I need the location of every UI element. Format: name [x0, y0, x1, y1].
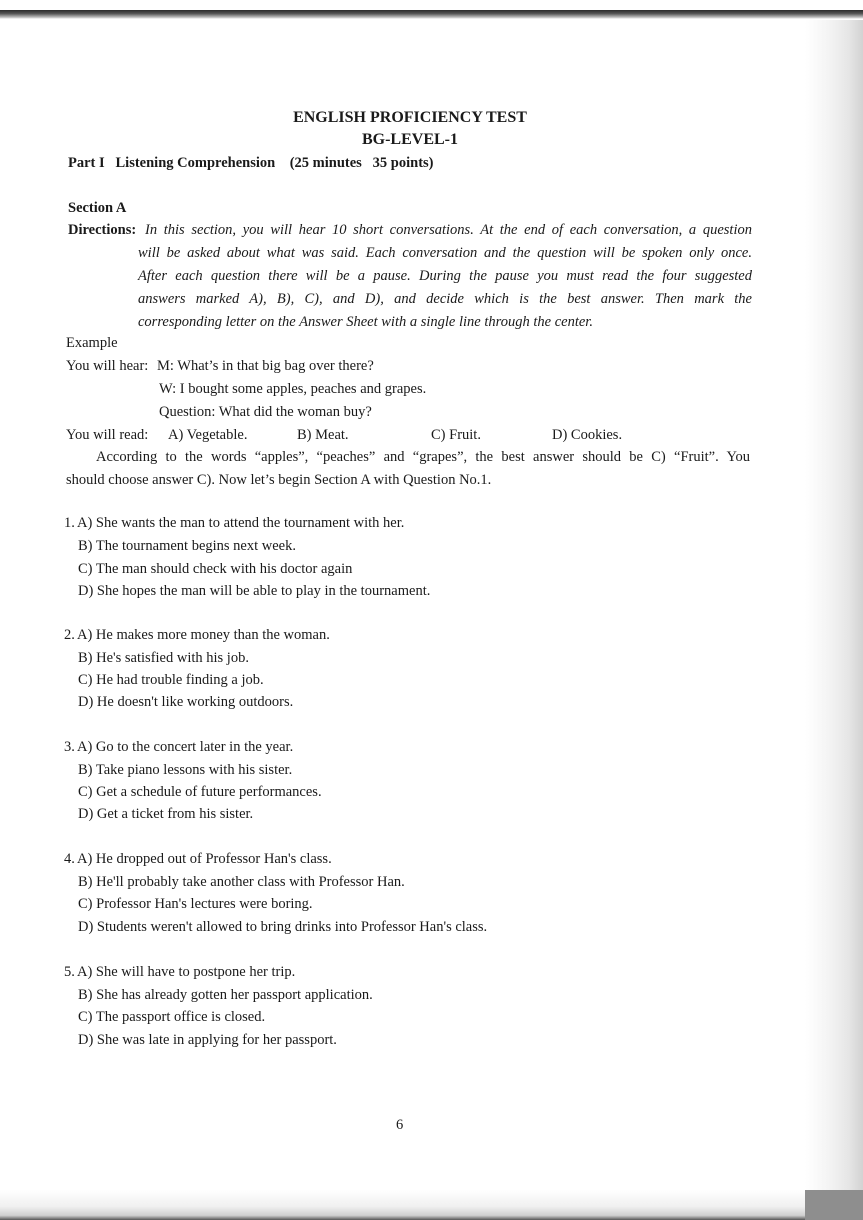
directions-label: Directions: — [68, 222, 137, 238]
question-4-option-c: C) Professor Han's lectures were boring. — [78, 896, 313, 912]
question-5-option-c: C) The passport office is closed. — [78, 1009, 266, 1025]
question-3-option-b: B) Take piano lessons with his sister. — [78, 762, 293, 778]
example-hear-w: W: I bought some apples, peaches and grapes. — [159, 381, 427, 397]
question-1-option-a: A) She wants the man to attend the tournament with her. — [77, 515, 405, 531]
question-3-option-a: A) Go to the concert later in the year. — [77, 739, 294, 755]
question-1-option-b: B) The tournament begins next week. — [78, 538, 296, 554]
part-info: (25 minutes 35 points) — [289, 155, 434, 171]
question-4-option-a: A) He dropped out of Professor Han's class. — [77, 851, 332, 867]
question-2-option-a: A) He makes more money than the woman. — [77, 627, 330, 643]
question-number: 4. — [64, 851, 75, 867]
example-hear-label: You will hear: — [66, 358, 149, 374]
question-number: 2. — [64, 627, 75, 643]
question-1-option-c: C) The man should check with his doctor again — [78, 561, 353, 577]
example-label: Example — [66, 335, 118, 351]
example-option-b: B) Meat. — [297, 427, 349, 443]
section-title: Section A — [68, 200, 127, 216]
question-number: 5. — [64, 964, 75, 980]
part-heading — [68, 155, 434, 172]
page-number: 6 — [396, 1117, 404, 1133]
directions-line-1: In this section, you will hear 10 short conversations. At the end of each conversation, a question — [145, 222, 752, 238]
question-4-option-d: D) Students weren't allowed to bring drinks into Professor Han's class. — [78, 919, 488, 935]
test-level: BG-LEVEL-1 — [361, 131, 458, 148]
part-label: Part I — [68, 155, 105, 171]
directions-line-3: After each question there will be a pause. During the pause you must read the four suggested — [138, 268, 752, 284]
question-5-option-a: A) She will have to postpone her trip. — [77, 964, 296, 980]
question-2-option-c: C) He had trouble finding a job. — [78, 672, 264, 688]
directions-line-2: will be asked about what was said. Each conversation and the question will be spoken only once. — [138, 245, 752, 261]
example-explanation-line-2: should choose answer C). Now let’s begin Section A with Question No.1. — [66, 472, 492, 488]
test-title: ENGLISH PROFICIENCY TEST — [293, 109, 527, 126]
example-option-c: C) Fruit. — [431, 427, 481, 443]
question-5-option-d: D) She was late in applying for her passport. — [78, 1032, 337, 1048]
question-number: 3. — [64, 739, 75, 755]
question-1-option-d: D) She hopes the man will be able to play in the tournament. — [78, 583, 431, 599]
question-5-option-b: B) She has already gotten her passport application. — [78, 987, 373, 1003]
scan-bottom-edge — [0, 1190, 863, 1220]
question-number: 1. — [64, 515, 75, 531]
example-read-label: You will read: — [66, 427, 149, 443]
example-explanation-line-1: According to the words “apples”, “peaches” and “grapes”, the best answer should be C) “Fruit”. You — [96, 449, 750, 465]
question-4-option-b: B) He'll probably take another class with Professor Han. — [78, 874, 405, 890]
part-name: Listening Comprehension — [115, 155, 276, 171]
example-option-d: D) Cookies. — [552, 427, 623, 443]
scan-right-edge — [805, 20, 863, 1200]
example-hear-question: Question: What did the woman buy? — [159, 404, 372, 420]
example-hear-m: M: What’s in that big bag over there? — [157, 358, 374, 374]
directions-line-4: answers marked A), B), C), and D), and decide which is the best answer. Then mark the — [138, 291, 752, 307]
question-2-option-d: D) He doesn't like working outdoors. — [78, 694, 294, 710]
example-option-a: A) Vegetable. — [168, 427, 248, 443]
question-3-option-c: C) Get a schedule of future performances. — [78, 784, 322, 800]
scan-corner-shadow — [805, 1190, 863, 1220]
question-2-option-b: B) He's satisfied with his job. — [78, 650, 249, 666]
question-3-option-d: D) Get a ticket from his sister. — [78, 806, 254, 822]
scan-top-edge — [0, 10, 863, 19]
directions-line-5: corresponding letter on the Answer Sheet with a single line through the center. — [138, 314, 593, 330]
